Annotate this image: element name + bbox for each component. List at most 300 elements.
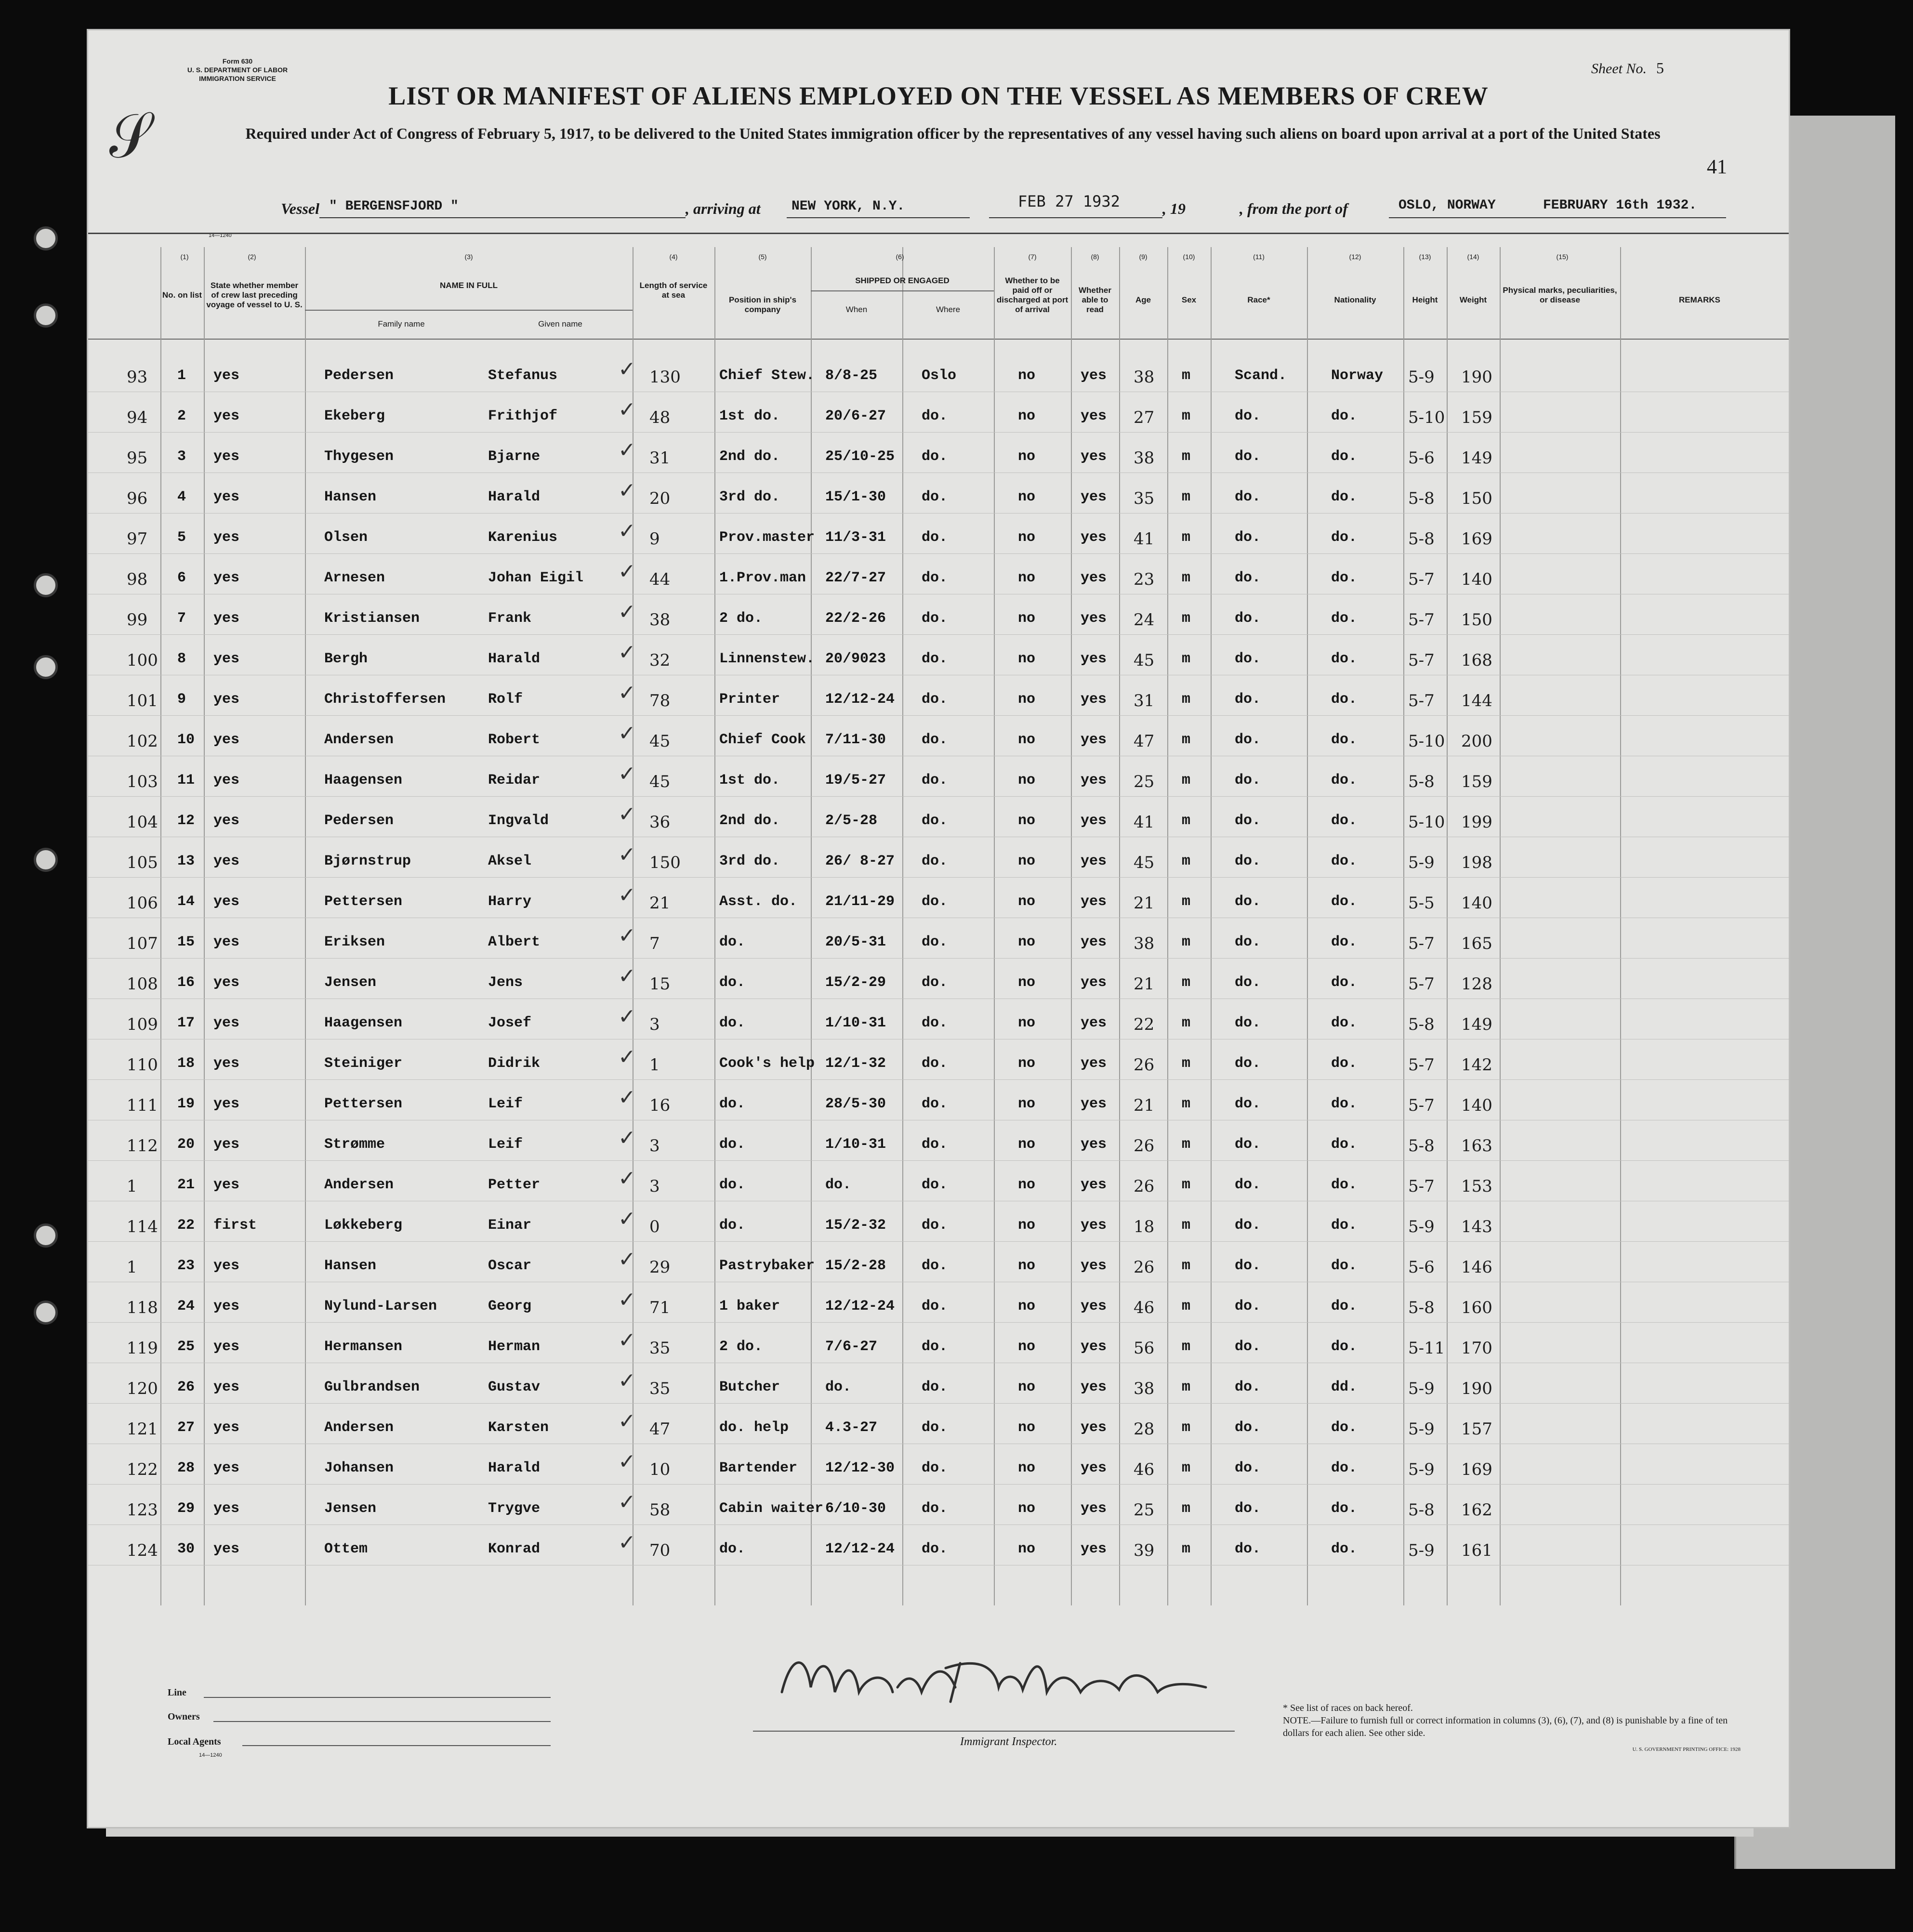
cell-length-service: 70 <box>649 1541 671 1560</box>
owners-label: Owners <box>168 1711 200 1722</box>
cell-where: do. <box>922 1298 948 1314</box>
cell-race: do. <box>1235 853 1261 869</box>
cell-family-name: Andersen <box>324 1177 394 1193</box>
cell-member-before: yes <box>213 529 240 546</box>
cell-weight: 153 <box>1461 1177 1492 1196</box>
cell-race: do. <box>1235 1015 1261 1031</box>
cell-when: 15/2-28 <box>825 1258 886 1274</box>
cell-member-before: yes <box>213 1177 240 1193</box>
cell-height: 5-9 <box>1408 368 1435 387</box>
cell-weight: 140 <box>1461 570 1492 589</box>
cell-position: Pastrybaker <box>719 1258 815 1274</box>
cell-race: do. <box>1235 894 1261 910</box>
cell-when: do. <box>825 1177 852 1193</box>
cell-position: 2nd do. <box>719 448 780 465</box>
cell-when: 12/12-24 <box>825 1298 895 1314</box>
cell-height: 5-8 <box>1408 1136 1435 1156</box>
cell-sex: m <box>1182 853 1191 869</box>
cell-age: 24 <box>1134 610 1155 630</box>
cell-where: do. <box>922 651 948 667</box>
header-weight: Weight <box>1459 295 1487 304</box>
row-ref-number: 103 <box>127 772 158 791</box>
cell-family-name: Jensen <box>324 1500 377 1517</box>
cell-family-name: Hermansen <box>324 1339 403 1355</box>
cell-family-name: Christoffersen <box>324 691 446 708</box>
checkmark-icon: ✓ <box>618 1207 636 1231</box>
cell-position: do. <box>719 934 746 950</box>
cell-length-service: 36 <box>649 813 671 832</box>
cell-paid-off: no <box>1018 853 1036 869</box>
cell-when: 15/2-29 <box>825 974 886 991</box>
cell-length-service: 29 <box>649 1258 671 1277</box>
cell-no-on-list: 20 <box>177 1136 195 1153</box>
cell-where: do. <box>922 610 948 627</box>
cell-weight: 169 <box>1461 1460 1492 1479</box>
cell-race: do. <box>1235 1096 1261 1112</box>
cell-when: 4.3-27 <box>825 1419 878 1436</box>
vessel-line <box>88 194 1789 223</box>
cell-height: 5-8 <box>1408 1500 1435 1520</box>
cell-age: 38 <box>1134 448 1155 468</box>
cell-weight: 150 <box>1461 489 1492 508</box>
cell-nationality: do. <box>1331 1258 1358 1274</box>
cell-weight: 162 <box>1461 1500 1492 1520</box>
cell-length-service: 0 <box>649 1217 660 1236</box>
cell-family-name: Bjørnstrup <box>324 853 411 869</box>
cell-given-name: Josef <box>488 1015 532 1031</box>
cell-given-name: Albert <box>488 934 541 950</box>
cell-able-to-read: yes <box>1081 1217 1107 1234</box>
cell-where: do. <box>922 853 948 869</box>
cell-given-name: Einar <box>488 1217 532 1234</box>
cell-height: 5-9 <box>1408 1217 1435 1236</box>
header-remarks: REMARKS <box>1679 295 1720 304</box>
cell-given-name: Gustav <box>488 1379 541 1395</box>
cell-length-service: 3 <box>649 1015 660 1034</box>
row-ref-number: 97 <box>127 529 148 549</box>
cell-family-name: Hansen <box>324 489 377 505</box>
cell-no-on-list: 29 <box>177 1500 195 1517</box>
cell-weight: 161 <box>1461 1541 1492 1560</box>
cell-position: 2 do. <box>719 610 763 627</box>
cell-race: do. <box>1235 1055 1261 1072</box>
local-agents-label: Local Agents <box>168 1736 221 1747</box>
cell-member-before: yes <box>213 974 240 991</box>
cell-height: 5-10 <box>1408 732 1445 751</box>
cell-paid-off: no <box>1018 1177 1036 1193</box>
row-ref-number: 119 <box>127 1339 158 1358</box>
cell-height: 5-7 <box>1408 610 1435 630</box>
cell-when: 12/12-24 <box>825 691 895 708</box>
row-ref-number: 1 <box>127 1177 137 1196</box>
cell-length-service: 35 <box>649 1339 671 1358</box>
cell-nationality: do. <box>1331 651 1358 667</box>
row-ref-number: 107 <box>127 934 158 953</box>
cell-member-before: yes <box>213 1419 240 1436</box>
cell-position: 1st do. <box>719 772 780 789</box>
cell-race: do. <box>1235 1500 1261 1517</box>
cell-nationality: do. <box>1331 1419 1358 1436</box>
cell-paid-off: no <box>1018 570 1036 586</box>
row-ref-number: 96 <box>127 489 148 508</box>
cell-position: Bartender <box>719 1460 798 1476</box>
col-number: (12) <box>1349 253 1361 261</box>
cell-weight: 159 <box>1461 772 1492 791</box>
cell-sex: m <box>1182 1339 1191 1355</box>
cell-member-before: yes <box>213 610 240 627</box>
cell-paid-off: no <box>1018 1460 1036 1476</box>
cell-age: 26 <box>1134 1258 1155 1277</box>
col-number: (15) <box>1556 253 1569 261</box>
cell-when: 1/10-31 <box>825 1015 886 1031</box>
cell-able-to-read: yes <box>1081 813 1107 829</box>
cell-given-name: Trygve <box>488 1500 541 1517</box>
races-note: * See list of races on back hereof. <box>1283 1703 1413 1713</box>
cell-nationality: do. <box>1331 1217 1358 1234</box>
cell-weight: 170 <box>1461 1339 1492 1358</box>
cell-race: do. <box>1235 1258 1261 1274</box>
cell-sex: m <box>1182 610 1191 627</box>
cell-member-before: yes <box>213 1339 240 1355</box>
checkmark-icon: ✓ <box>618 842 636 867</box>
cell-no-on-list: 12 <box>177 813 195 829</box>
cell-family-name: Pedersen <box>324 813 394 829</box>
cell-family-name: Ekeberg <box>324 408 385 424</box>
cell-no-on-list: 27 <box>177 1419 195 1436</box>
checkmark-icon: ✓ <box>618 964 636 988</box>
cell-sex: m <box>1182 1258 1191 1274</box>
cell-member-before: yes <box>213 448 240 465</box>
checkmark-icon: ✓ <box>618 1368 636 1393</box>
print-code: 14—1240 <box>209 233 232 238</box>
cell-able-to-read: yes <box>1081 1177 1107 1193</box>
cell-race: do. <box>1235 1541 1261 1557</box>
cell-when: 15/1-30 <box>825 489 886 505</box>
checkmark-icon: ✓ <box>618 438 636 462</box>
cell-nationality: do. <box>1331 1136 1358 1153</box>
cell-family-name: Pettersen <box>324 894 403 910</box>
cell-age: 21 <box>1134 1096 1155 1115</box>
cell-paid-off: no <box>1018 732 1036 748</box>
printer-imprint: U. S. GOVERNMENT PRINTING OFFICE: 1928 <box>1632 1747 1741 1752</box>
cell-member-before: yes <box>213 853 240 869</box>
cell-sex: m <box>1182 570 1191 586</box>
cell-sex: m <box>1182 448 1191 465</box>
cell-member-before: first <box>213 1217 257 1234</box>
checkmark-icon: ✓ <box>618 762 636 786</box>
cell-able-to-read: yes <box>1081 934 1107 950</box>
cell-where: do. <box>922 732 948 748</box>
cell-length-service: 71 <box>649 1298 671 1317</box>
cell-able-to-read: yes <box>1081 610 1107 627</box>
row-ref-number: 100 <box>127 651 158 670</box>
header-paid-off: Whether to be paid off or discharged at port of arrival <box>996 276 1069 314</box>
arriving-label: , arriving at <box>686 200 761 217</box>
cell-paid-off: no <box>1018 1541 1036 1557</box>
cell-no-on-list: 22 <box>177 1217 195 1234</box>
cell-age: 21 <box>1134 894 1155 913</box>
table-top-rule <box>88 233 1789 234</box>
cell-nationality: do. <box>1331 894 1358 910</box>
cell-length-service: 20 <box>649 489 671 508</box>
checkmark-icon: ✓ <box>618 1490 636 1514</box>
cell-race: do. <box>1235 1379 1261 1395</box>
cell-no-on-list: 23 <box>177 1258 195 1274</box>
cell-given-name: Harald <box>488 651 541 667</box>
cell-able-to-read: yes <box>1081 1096 1107 1112</box>
cell-where: do. <box>922 1541 948 1557</box>
cell-weight: 165 <box>1461 934 1492 953</box>
cell-able-to-read: yes <box>1081 1419 1107 1436</box>
checkmark-icon: ✓ <box>618 1166 636 1191</box>
row-ref-number: 122 <box>127 1460 158 1479</box>
checkmark-icon: ✓ <box>618 802 636 827</box>
cell-when: 2/5-28 <box>825 813 878 829</box>
cell-weight: 159 <box>1461 408 1492 427</box>
cell-weight: 144 <box>1461 691 1492 710</box>
cell-family-name: Steiniger <box>324 1055 403 1072</box>
page-subtitle: Required under Act of Congress of February 5, 1917, to be delivered to the United States immigration officer by the representatives of any vessel having such aliens on board upon arrival at a port of the United States <box>245 125 1661 142</box>
header-name-in-full: NAME IN FULL <box>440 281 498 290</box>
cell-when: 28/5-30 <box>825 1096 886 1112</box>
cell-height: 5-7 <box>1408 1177 1435 1196</box>
cell-member-before: yes <box>213 813 240 829</box>
cell-paid-off: no <box>1018 1055 1036 1072</box>
cell-race: do. <box>1235 732 1261 748</box>
row-ref-number: 98 <box>127 570 148 589</box>
cell-sex: m <box>1182 894 1191 910</box>
vessel-name: " BERGENSFJORD " <box>329 199 459 214</box>
cell-height: 5-8 <box>1408 529 1435 549</box>
cell-where: do. <box>922 1339 948 1355</box>
punch-hole <box>34 1301 58 1325</box>
cell-height: 5-7 <box>1408 1055 1435 1075</box>
row-ref-number: 124 <box>127 1541 158 1560</box>
cell-able-to-read: yes <box>1081 408 1107 424</box>
cell-where: do. <box>922 772 948 789</box>
cell-length-service: 10 <box>649 1460 671 1479</box>
cell-when: 22/7-27 <box>825 570 886 586</box>
cell-weight: 140 <box>1461 1096 1492 1115</box>
checkmark-icon: ✓ <box>618 1126 636 1150</box>
cell-when: 21/11-29 <box>825 894 895 910</box>
cell-where: do. <box>922 529 948 546</box>
cell-age: 35 <box>1134 489 1155 508</box>
cell-length-service: 45 <box>649 732 671 751</box>
row-ref-number: 112 <box>127 1136 158 1156</box>
cell-given-name: Johan Eigil <box>488 570 584 586</box>
header-race: Race* <box>1247 295 1270 304</box>
cell-when: 12/12-24 <box>825 1541 895 1557</box>
cell-race: do. <box>1235 1298 1261 1314</box>
row-ref-number: 121 <box>127 1419 158 1439</box>
cell-height: 5-10 <box>1408 813 1445 832</box>
cell-able-to-read: yes <box>1081 853 1107 869</box>
cell-family-name: Jensen <box>324 974 377 991</box>
cell-when: 25/10-25 <box>825 448 895 465</box>
row-ref-number: 105 <box>127 853 158 872</box>
cell-no-on-list: 19 <box>177 1096 195 1112</box>
cell-sex: m <box>1182 1460 1191 1476</box>
inspector-label: Immigrant Inspector. <box>960 1735 1057 1748</box>
checkmark-icon: ✓ <box>618 478 636 503</box>
cell-when: 12/12-30 <box>825 1460 895 1476</box>
cell-given-name: Leif <box>488 1136 523 1153</box>
cell-member-before: yes <box>213 732 240 748</box>
cell-position: do. <box>719 1177 746 1193</box>
header-physical-marks: Physical marks, peculiarities, or disease <box>1503 286 1617 304</box>
cell-age: 38 <box>1134 368 1155 387</box>
cell-height: 5-7 <box>1408 934 1435 953</box>
cell-weight: 150 <box>1461 610 1492 630</box>
cell-able-to-read: yes <box>1081 1015 1107 1031</box>
col-number: (4) <box>669 253 678 261</box>
cell-weight: 128 <box>1461 974 1492 994</box>
cell-age: 26 <box>1134 1055 1155 1075</box>
cell-position: Chief Stew. <box>719 368 815 384</box>
cell-length-service: 48 <box>649 408 671 427</box>
cell-given-name: Didrik <box>488 1055 541 1072</box>
cell-when: 15/2-32 <box>825 1217 886 1234</box>
cell-family-name: Thygesen <box>324 448 394 465</box>
cell-given-name: Harald <box>488 489 541 505</box>
cell-family-name: Olsen <box>324 529 368 546</box>
cell-member-before: yes <box>213 934 240 950</box>
header-height: Height <box>1412 295 1438 304</box>
cell-nationality: do. <box>1331 448 1358 465</box>
cell-family-name: Haagensen <box>324 1015 403 1031</box>
cell-sex: m <box>1182 408 1191 424</box>
cell-position: Butcher <box>719 1379 780 1395</box>
checkmark-icon: ✓ <box>618 721 636 746</box>
cell-height: 5-11 <box>1408 1339 1445 1358</box>
col-number: (8) <box>1091 253 1099 261</box>
cell-when: 7/11-30 <box>825 732 886 748</box>
header-where: Where <box>936 305 961 314</box>
cell-length-service: 35 <box>649 1379 671 1398</box>
year-label: , 19 <box>1162 200 1186 217</box>
form-number: Form 630 <box>222 57 253 65</box>
cell-height: 5-7 <box>1408 974 1435 994</box>
cell-no-on-list: 15 <box>177 934 195 950</box>
cell-where: do. <box>922 1055 948 1072</box>
cell-sex: m <box>1182 813 1191 829</box>
cell-able-to-read: yes <box>1081 1500 1107 1517</box>
cell-height: 5-7 <box>1408 651 1435 670</box>
cell-sex: m <box>1182 1015 1191 1031</box>
checkmark-icon: ✓ <box>618 357 636 381</box>
header-family-name: Family name <box>378 319 425 329</box>
cell-paid-off: no <box>1018 1419 1036 1436</box>
cell-no-on-list: 18 <box>177 1055 195 1072</box>
cell-family-name: Pedersen <box>324 368 394 384</box>
cell-race: do. <box>1235 934 1261 950</box>
cell-no-on-list: 26 <box>177 1379 195 1395</box>
cell-nationality: do. <box>1331 1177 1358 1193</box>
cell-height: 5-8 <box>1408 772 1435 791</box>
cell-weight: 190 <box>1461 368 1492 387</box>
checkmark-icon: ✓ <box>618 600 636 624</box>
cell-able-to-read: yes <box>1081 1379 1107 1395</box>
cell-nationality: do. <box>1331 1460 1358 1476</box>
cell-nationality: do. <box>1331 813 1358 829</box>
cell-height: 5-9 <box>1408 1460 1435 1479</box>
cell-able-to-read: yes <box>1081 894 1107 910</box>
cell-length-service: 7 <box>649 934 660 953</box>
checkmark-icon: ✓ <box>618 1530 636 1555</box>
cell-paid-off: no <box>1018 1258 1036 1274</box>
cell-age: 45 <box>1134 853 1155 872</box>
cell-member-before: yes <box>213 1096 240 1112</box>
from-label: , from the port of <box>1240 200 1348 217</box>
cell-position: Prov.master <box>719 529 815 546</box>
cell-member-before: yes <box>213 570 240 586</box>
cell-length-service: 44 <box>649 570 671 589</box>
cell-member-before: yes <box>213 368 240 384</box>
cell-no-on-list: 14 <box>177 894 195 910</box>
cell-nationality: do. <box>1331 1015 1358 1031</box>
cell-no-on-list: 16 <box>177 974 195 991</box>
cell-paid-off: no <box>1018 974 1036 991</box>
cell-sex: m <box>1182 1541 1191 1557</box>
cell-family-name: Johansen <box>324 1460 394 1476</box>
cell-weight: 149 <box>1461 448 1492 468</box>
cell-given-name: Aksel <box>488 853 532 869</box>
cell-able-to-read: yes <box>1081 1541 1107 1557</box>
col-number: (10) <box>1183 253 1195 261</box>
cell-position: 1.Prov.man <box>719 570 806 586</box>
cell-race: do. <box>1235 1136 1261 1153</box>
cell-able-to-read: yes <box>1081 691 1107 708</box>
cell-race: do. <box>1235 408 1261 424</box>
cell-family-name: Andersen <box>324 732 394 748</box>
cell-no-on-list: 5 <box>177 529 186 546</box>
cell-length-service: 32 <box>649 651 671 670</box>
cell-age: 56 <box>1134 1339 1155 1358</box>
cell-where: do. <box>922 1217 948 1234</box>
cell-race: do. <box>1235 610 1261 627</box>
cell-no-on-list: 1 <box>177 368 186 384</box>
cell-where: do. <box>922 974 948 991</box>
header-able-to-read: Whether able to read <box>1079 286 1111 314</box>
cell-age: 41 <box>1134 813 1155 832</box>
cell-when: 12/1-32 <box>825 1055 886 1072</box>
cell-age: 46 <box>1134 1460 1155 1479</box>
col-number: (3) <box>464 253 473 261</box>
cell-where: do. <box>922 1096 948 1112</box>
checkmark-icon: ✓ <box>618 1409 636 1433</box>
cell-family-name: Kristiansen <box>324 610 420 627</box>
checkmark-icon: ✓ <box>618 1328 636 1353</box>
cell-weight: 149 <box>1461 1015 1492 1034</box>
sheet-label: Sheet No. <box>1591 61 1647 77</box>
cell-age: 27 <box>1134 408 1155 427</box>
cell-position: do. <box>719 1217 746 1234</box>
cell-given-name: Leif <box>488 1096 523 1112</box>
cell-paid-off: no <box>1018 691 1036 708</box>
punch-hole <box>34 226 58 250</box>
header-no-on-list: No. on list <box>162 290 202 300</box>
cell-length-service: 16 <box>649 1096 671 1115</box>
cell-paid-off: no <box>1018 1217 1036 1234</box>
cell-able-to-read: yes <box>1081 529 1107 546</box>
header-given-name: Given name <box>538 319 582 329</box>
cell-weight: 160 <box>1461 1298 1492 1317</box>
cell-able-to-read: yes <box>1081 772 1107 789</box>
cell-paid-off: no <box>1018 529 1036 546</box>
cell-paid-off: no <box>1018 813 1036 829</box>
cell-when: do. <box>825 1379 852 1395</box>
